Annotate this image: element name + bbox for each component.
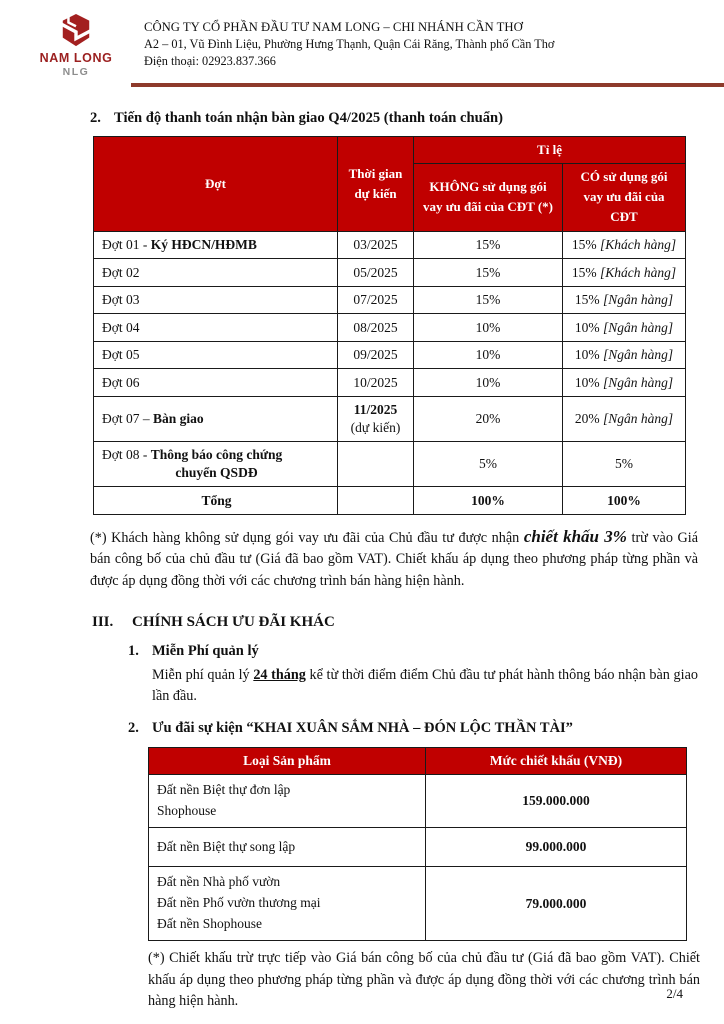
col-header-product: Loại Sản phẩm	[149, 747, 426, 774]
table-row: Đợt 08 - Thông báo công chứng chuyển QSDĐ 5% 5%	[94, 441, 686, 486]
heading-title: CHÍNH SÁCH ƯU ĐÃI KHÁC	[132, 613, 335, 630]
table-row: Đợt 02 05/2025 15% 15% [Khách hàng]	[94, 259, 686, 287]
col-header-with-loan: CÓ sử dụng gói vay ưu đãi của CĐT	[563, 164, 686, 231]
duration-24-months: 24 tháng	[253, 666, 306, 683]
table-row-total: Tổng 100% 100%	[94, 487, 686, 515]
payment-footnote: (*) Khách hàng không sử dụng gói vay ưu đãi của Chủ đầu tư được nhận chiết khấu 3% trừ vào Giá bán công bố của chủ đầu tư (Giá đã bao gồm VAT). Chiết khấu áp dụng theo phương pháp từng phần và được áp dụng đồng thời với các chương trình bán hàng hiện hành.	[90, 526, 698, 589]
col-header-discount: Mức chiết khấu (VNĐ)	[426, 747, 687, 774]
table-row: Đợt 04 08/2025 10% 10% [Ngân hàng]	[94, 314, 686, 342]
policy-item-1-body: Miễn phí quản lý 24 tháng kể từ thời điểm điểm Chủ đầu tư phát hành thông báo nhận bàn giao lần đầu.	[152, 666, 698, 705]
company-address: A2 – 01, Vũ Đình Liệu, Phường Hưng Thạnh, Quận Cái Răng, Thành phố Cần Thơ	[144, 37, 555, 52]
policy-section-heading	[92, 614, 724, 631]
col-header-dot: Đợt	[94, 137, 338, 232]
col-header-time: Thời gian dự kiến	[338, 137, 414, 232]
table-row: Đợt 07 – Bàn giao 11/2025 (dự kiến) 20% 20% [Ngân hàng]	[94, 396, 686, 441]
letterhead	[0, 0, 724, 78]
col-header-rate: Tỉ lệ	[414, 137, 686, 164]
company-info	[144, 13, 554, 71]
table-row: Đợt 06 10/2025 10% 10% [Ngân hàng]	[94, 369, 686, 397]
table-row: Đợt 03 07/2025 15% 15% [Ngân hàng]	[94, 286, 686, 314]
discount-footnote: (*) Chiết khấu trừ trực tiếp vào Giá bán công bố của chủ đầu tư (Giá đã bao gồm VAT). Chiết khấu áp dụng theo phương pháp từng phần và được áp dụng đồng thời với các chương trình bán hàng hiện hành.	[148, 950, 700, 1010]
heading-number: 2.	[90, 110, 101, 126]
table-row: Đất nền Biệt thự đơn lập Shophouse 159.000.000	[149, 774, 687, 827]
page-number: 2/4	[666, 986, 683, 1001]
discount-table	[148, 747, 687, 942]
table-row: Đất nền Nhà phố vườn Đất nền Phố vườn thương mại Đất nền Shophouse 79.000.000	[149, 867, 687, 941]
payment-section-heading	[90, 110, 724, 127]
company-logo	[36, 13, 116, 78]
policy-item-2-heading: 2. Ưu đãi sự kiện “KHAI XUÂN SẮM NHÀ – ĐÓN LỘC THẦN TÀI”	[128, 719, 573, 736]
policy-item-1-heading: 1. Miễn Phí quản lý	[128, 642, 259, 659]
company-phone: Điện thoại: 02923.837.366	[144, 54, 276, 69]
col-header-no-loan: KHÔNG sử dụng gói vay ưu đãi của CĐT (*)	[414, 164, 563, 231]
heading-title: Tiến độ thanh toán nhận bàn giao Q4/2025 (thanh toán chuẩn)	[114, 110, 504, 126]
payment-schedule-table	[93, 136, 686, 515]
table-row: Đợt 01 - Ký HĐCN/HĐMB 03/2025 15% 15% [Khách hàng]	[94, 231, 686, 259]
table-row: Đất nền Biệt thự song lập 99.000.000	[149, 827, 687, 867]
logo-ticker: NLG	[62, 66, 90, 78]
company-name: CÔNG TY CỔ PHẦN ĐẦU TƯ NAM LONG – CHI NHÁNH CẦN THƠ	[144, 20, 523, 34]
heading-number: III.	[92, 613, 114, 630]
nam-long-logo-icon	[59, 13, 93, 49]
header-divider	[131, 83, 724, 87]
logo-wordmark: NAM LONG	[39, 51, 113, 65]
table-row: Đợt 05 09/2025 10% 10% [Ngân hàng]	[94, 341, 686, 369]
discount-3pct-emphasis: chiết khấu 3%	[523, 526, 627, 546]
